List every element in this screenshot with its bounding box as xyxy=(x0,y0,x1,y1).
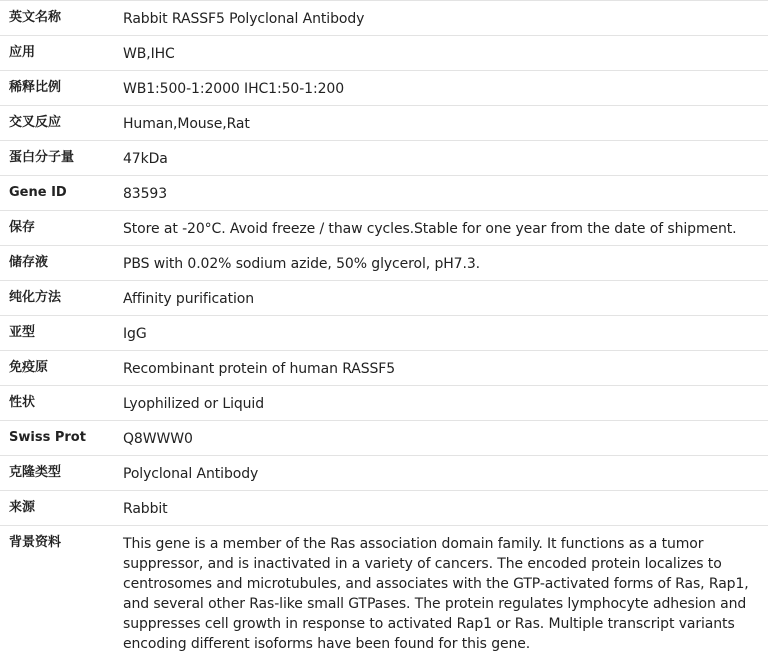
row-label: Gene ID xyxy=(9,185,67,200)
row-value: PBS with 0.02% sodium azide, 50% glycerol, pH7.3. xyxy=(123,256,481,272)
row-value: Polyclonal Antibody xyxy=(123,466,259,482)
row-label: Swiss Prot xyxy=(9,430,86,445)
row-label-cell xyxy=(0,71,115,106)
row-value-cell xyxy=(115,421,768,456)
row-label-cell xyxy=(0,176,115,211)
row-label: 蛋白分子量 xyxy=(9,150,75,165)
row-label-cell xyxy=(0,421,115,456)
row-value-cell xyxy=(115,316,768,351)
row-dilution xyxy=(0,71,768,106)
row-label: 稀释比例 xyxy=(9,80,62,95)
row-label-cell xyxy=(0,386,115,421)
row-label: 克隆类型 xyxy=(9,465,62,480)
row-label: 性状 xyxy=(9,395,36,410)
row-value-cell xyxy=(115,141,768,176)
row-storage-buffer xyxy=(0,246,768,281)
row-label: 亚型 xyxy=(9,325,36,340)
row-isotype xyxy=(0,316,768,351)
row-swiss-prot xyxy=(0,421,768,456)
background-description: This gene is a member of the Ras association domain family. It functions as a tumor suppressor, and is inactivated in a variety of cancers. The encoded protein localizes to centrosomes and microtubules, and associates with the GTP-activated forms of Ras, Rap1, and several other Ras-like small GTPases. The protein regulates lymphocyte adhesion and suppresses cell growth in response to activated Rap1 or Ras. Multiple transcript variants encoding different isoforms have been found for this gene. xyxy=(123,536,749,652)
row-label: 保存 xyxy=(9,220,36,235)
row-clonality xyxy=(0,456,768,491)
row-value-cell xyxy=(115,491,768,526)
row-value-cell xyxy=(115,526,768,655)
row-label-cell xyxy=(0,351,115,386)
row-label-cell xyxy=(0,246,115,281)
row-value: Affinity purification xyxy=(123,291,255,307)
row-value: IgG xyxy=(123,326,147,342)
row-value-cell xyxy=(115,211,768,246)
row-value-cell xyxy=(115,176,768,211)
row-value: Lyophilized or Liquid xyxy=(123,396,264,412)
row-label: 背景资料 xyxy=(9,535,62,550)
row-value: Recombinant protein of human RASSF5 xyxy=(123,361,396,377)
row-value: Human,Mouse,Rat xyxy=(123,116,250,132)
row-label: 交叉反应 xyxy=(9,115,62,130)
row-label-cell xyxy=(0,316,115,351)
row-form xyxy=(0,386,768,421)
row-value-cell xyxy=(115,246,768,281)
row-label-cell xyxy=(0,456,115,491)
row-host xyxy=(0,491,768,526)
row-value-cell xyxy=(115,71,768,106)
row-value: Q8WWW0 xyxy=(123,431,193,447)
row-value-cell xyxy=(115,351,768,386)
row-label-cell xyxy=(0,36,115,71)
row-label-cell xyxy=(0,491,115,526)
row-value: WB,IHC xyxy=(123,46,175,62)
row-value-cell xyxy=(115,106,768,141)
row-english-name xyxy=(0,1,768,36)
row-application xyxy=(0,36,768,71)
row-label: 纯化方法 xyxy=(9,290,62,305)
row-label-cell xyxy=(0,1,115,36)
row-background xyxy=(0,526,768,655)
row-label-cell xyxy=(0,526,115,655)
row-cross-reactivity xyxy=(0,106,768,141)
row-value: Rabbit RASSF5 Polyclonal Antibody xyxy=(123,11,365,27)
row-label: 来源 xyxy=(9,500,36,515)
row-label-cell xyxy=(0,211,115,246)
row-storage xyxy=(0,211,768,246)
row-immunogen xyxy=(0,351,768,386)
row-label-cell xyxy=(0,106,115,141)
row-value: Store at -20°C. Avoid freeze / thaw cycles.Stable for one year from the date of shipment. xyxy=(123,221,737,237)
row-value-cell xyxy=(115,36,768,71)
row-label: 储存液 xyxy=(9,255,49,270)
row-value: WB1:500-1:2000 IHC1:50-1:200 xyxy=(123,81,345,97)
row-molecular-weight xyxy=(0,141,768,176)
row-value: Rabbit xyxy=(123,501,168,517)
row-label: 英文名称 xyxy=(9,10,62,25)
row-value: 47kDa xyxy=(123,151,168,167)
row-label-cell xyxy=(0,141,115,176)
row-value-cell xyxy=(115,1,768,36)
row-value-cell xyxy=(115,456,768,491)
row-label-cell xyxy=(0,281,115,316)
row-purification xyxy=(0,281,768,316)
row-value: 83593 xyxy=(123,186,168,202)
row-label: 应用 xyxy=(9,45,36,60)
row-gene-id xyxy=(0,176,768,211)
row-value-cell xyxy=(115,386,768,421)
row-label: 免疫原 xyxy=(9,360,49,375)
row-value-cell xyxy=(115,281,768,316)
